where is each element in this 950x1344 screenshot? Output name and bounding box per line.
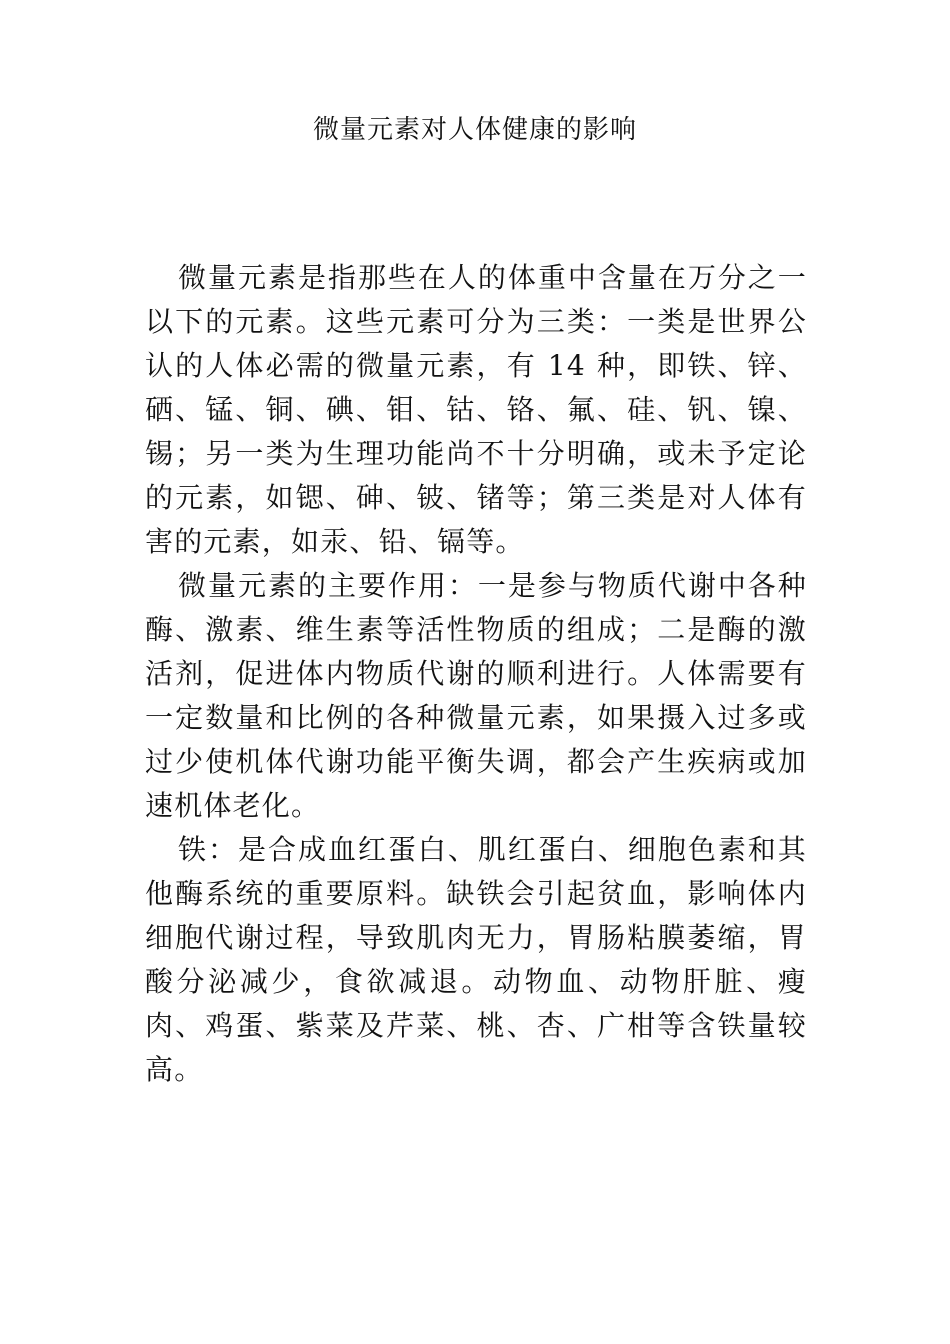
document-title: 微量元素对人体健康的影响 [312, 115, 637, 145]
paragraph-iron: 铁：是合成血红蛋白、肌红蛋白、细胞色素和其他酶系统的重要原料。缺铁会引起贫血，影响体内细胞代谢过程，导致肌肉无力，胃肠粘膜萎缩，胃酸分泌减少，食欲减退。动物血、动物肝脏、瘦肉、鸡蛋、紫菜及芹菜、桃、杏、广柑等含铁量较高。 [145, 833, 807, 1086]
paragraph-main-functions: 微量元素的主要作用：一是参与物质代谢中各种酶、激素、维生素等活性物质的组成；二是酶的激活剂，促进体内物质代谢的顺利进行。人体需要有一定数量和比例的各种微量元素，如果摄入过多或过少使机体代谢功能平衡失调，都会产生疾病或加速机体老化。 [145, 569, 807, 822]
document-body [145, 256, 807, 1092]
paragraph-trace-elements-definition: 微量元素是指那些在人的体重中含量在万分之一以下的元素。这些元素可分为三类：一类是世界公认的人体必需的微量元素，有 14 种，即铁、锌、硒、锰、铜、碘、钼、钴、铬、氟、硅、钒、镍、锡；另一类为生理功能尚不十分明确，或未予定论的元素，如锶、砷、铍、锗等；第三类是对人体有害的元素，如汞、铅、镉等。 [145, 261, 807, 558]
